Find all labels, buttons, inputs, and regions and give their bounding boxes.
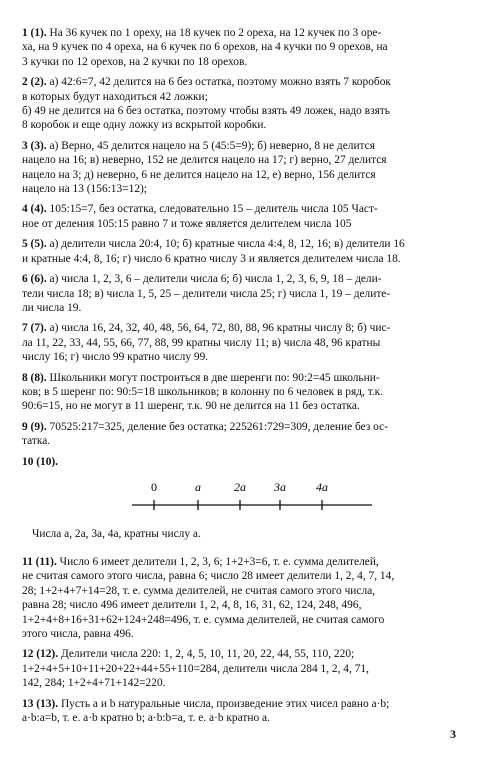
problem-number: 10 (10). (22, 455, 59, 468)
problem-text-line: числу 16; г) число 99 кратно числу 99. (22, 351, 209, 364)
problem-text-line: 8 коробок и еще одну ложку из вскрытой коробки. (22, 119, 267, 132)
number-line-figure (22, 471, 464, 549)
problem-text-line: 1+2+4+8+16+31+62+124+248=496, т. е. сумма делителей, не считая самого (22, 613, 385, 626)
problem-7 (22, 321, 464, 364)
problem-text-line: ное от деления 105:15 равно 7 и тоже является делителем числа 105 (22, 217, 352, 230)
problem-2 (22, 75, 464, 133)
problem-text-line: нацело на 3; д) неверно, 6 не делится нацело на 12, е) верно, 156 делится (22, 168, 376, 181)
problem-text-line: нацело на 16; в) неверно, 152 не делится нацело на 17; г) верно, 27 делится (22, 154, 387, 167)
problem-number: 9 (9). (22, 420, 47, 433)
axis-label-0: 0 (151, 479, 157, 494)
problem-text-line: Делители числа 220: 1, 2, 4, 5, 10, 11, 20, 22, 44, 55, 110, 220; (60, 648, 355, 661)
problem-number: 3 (3). (22, 139, 47, 152)
problem-text-line: нацело на 13 (156:13=12); (22, 183, 147, 196)
problem-text-line: 90:6=15, но не могут в 11 шеренг, т.к. 90 не делится на 11 без остатка. (22, 400, 360, 413)
problem-number: 4 (4). (22, 203, 47, 216)
problem-text-line: 142, 284; 1+2+4+71+142=220. (22, 677, 166, 690)
figure-caption: Числа a, 2a, 3a, 4a, кратны числу a. (32, 527, 201, 540)
problem-number: 8 (8). (22, 371, 47, 384)
problem-number: 6 (6). (22, 273, 47, 286)
problem-text-line: 1+2+4+5+10+11+20+22+44+55+110=284, делители числа 284 1, 2, 4, 71, (22, 662, 369, 675)
problem-text-line: Пусть a и b натуральные числа, произведение этих чисел равно a·b; (60, 697, 390, 710)
problem-1 (22, 26, 464, 69)
problem-text-line: б) 49 не делится на 6 без остатка, поэтому чтобы взять 49 ложек, надо взять (22, 105, 390, 118)
problem-number: 1 (1). (22, 27, 47, 39)
number-line (22, 471, 462, 527)
problem-number: 11 (11). (22, 555, 57, 568)
problem-text-line: равна 28; число 496 имеет делители 1, 2, 4, 8, 16, 31, 62, 124, 248, 496, (22, 599, 362, 612)
page-number: 3 (450, 727, 456, 741)
problem-number: 5 (5). (22, 238, 47, 251)
axis-label-4a: 4a (316, 479, 328, 494)
problem-9 (22, 420, 464, 449)
problem-text-line: На 36 кучек по 1 ореху, на 18 кучек по 2 ореха, на 12 кучек по 3 оре- (49, 27, 382, 39)
problem-5 (22, 237, 464, 266)
problem-text-line: а) 42:6=7, 42 делится на 6 без остатка, поэтому можно взять 7 коробок (49, 76, 391, 89)
problem-text-line: ха, на 9 кучек по 4 ореха, на 6 кучек по 6 орехов, на 4 кучки по 9 орехов, на (22, 41, 388, 54)
problem-text-line: ков; в 5 шеренг по: 90:5=18 школьников; в колонну по 6 человек в ряд, т.к. (22, 385, 384, 398)
problem-text-line: a·b:a=b, т. е. a·b кратно b; a·b:b=a, т. е. a·b кратно a. (22, 712, 270, 725)
problem-text-line: а) Верно, 45 делится нацело на 5 (45:5=9); б) неверно, 8 не делится (49, 139, 375, 152)
problem-text-line: а) числа 1, 2, 3, 6 – делители числа 6; б) числа 1, 2, 3, 6, 9, 18 – дели- (49, 273, 382, 286)
problem-text-line: не считая самого этого числа, равна 6; число 28 имеет делители 1, 2, 4, 7, 14, (22, 570, 395, 583)
problem-text-line: и кратные 4:4, 8, 16; г) число 6 кратно числу 3 и является делителем числа 18. (22, 252, 401, 265)
axis-label-2a: 2a (234, 479, 246, 494)
problem-text-line: а) делители числа 20:4, 10; б) кратные числа 4:4, 8, 12, 16; в) делители 16 (49, 238, 405, 251)
problem-number: 2 (2). (22, 76, 47, 89)
problem-11 (22, 555, 464, 641)
problem-text-line: ли числа 19. (22, 301, 82, 314)
problem-text-line: в которых будут находиться 42 ложки; (22, 90, 208, 103)
problem-4 (22, 202, 464, 231)
problem-text-line: ла 11, 22, 33, 44, 55, 66, 77, 88, 99 кратны числу 11; в) числа 48, 96 кратны (22, 336, 381, 349)
problem-10 (22, 455, 464, 549)
problem-6 (22, 272, 464, 315)
problem-text-line: 28; 1+2+4+7+14=28, т. е. сумма делителей, не считая самого этого числа, (22, 584, 376, 597)
problem-text-line: Число 6 имеет делители 1, 2, 3, 6; 1+2+3=6, т. е. сумма делителей, (59, 555, 379, 568)
problem-3 (22, 139, 464, 197)
axis-label-a: a (195, 479, 201, 494)
problem-text-line: татка. (22, 435, 51, 448)
problem-text-line: Школьники могут построиться в две шеренги по: 90:2=45 школьни- (49, 371, 380, 384)
axis-label-3a: 3a (274, 479, 286, 494)
problem-text-line: тели числа 18; в) числа 1, 5, 25 – делители числа 25; г) числа 1, 19 – делите- (22, 287, 391, 300)
problem-text-line: этого числа, равна 496. (22, 628, 134, 640)
problem-8 (22, 371, 464, 414)
problem-text-line: 105:15=7, без остатка, следовательно 15 – делитель числа 105 Част- (49, 203, 378, 216)
solutions-text (22, 26, 464, 731)
problem-text-line: а) числа 16, 24, 32, 40, 48, 56, 64, 72, 80, 88, 96 кратны числу 8; б) чис- (49, 322, 391, 335)
problem-number: 12 (12). (22, 648, 59, 661)
problem-12 (22, 647, 464, 690)
problem-number: 13 (13). (22, 697, 59, 710)
problem-number: 7 (7). (22, 322, 47, 335)
problem-text-line: 70525:217=325, деление без остатка; 225261:729=309, деление без ос- (49, 420, 389, 433)
problem-text-line: 3 кучки по 12 орехов, на 2 кучки по 18 орехов. (22, 55, 248, 68)
problem-13 (22, 697, 464, 726)
